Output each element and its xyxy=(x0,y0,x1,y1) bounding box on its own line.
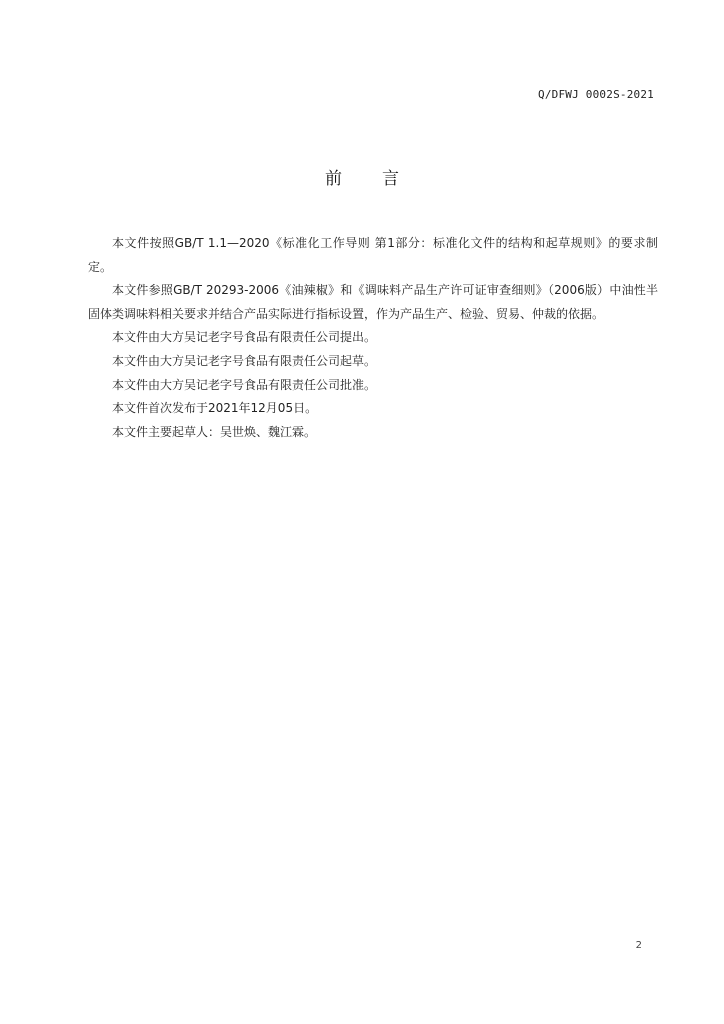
paragraph-drafters: 本文件主要起草人：吴世焕、魏江霖。 xyxy=(112,424,317,439)
paragraph-standard-basis: 本文件按照GB/T 1.1—2020《标准化工作导则 第1部分：标准化文件的结构和起草规则》的要求制定。 xyxy=(88,236,658,274)
foreword-title xyxy=(0,164,724,189)
paragraph-proposed-by: 本文件由大方吴记老字号食品有限责任公司提出。 xyxy=(112,330,377,345)
page-number: 2 xyxy=(635,940,642,951)
document-code: Q/DFWJ 0002S-2021 xyxy=(538,88,654,101)
paragraph-drafted-by: 本文件由大方吴记老字号食品有限责任公司起草。 xyxy=(112,353,377,368)
title-char-2: 言 xyxy=(382,169,399,189)
paragraph-approved-by: 本文件由大方吴记老字号食品有限责任公司批准。 xyxy=(112,377,377,392)
title-char-1: 前 xyxy=(325,169,342,189)
paragraph-release-date: 本文件首次发布于2021年12月05日。 xyxy=(112,401,318,416)
foreword-body xyxy=(88,232,658,444)
paragraph-reference-basis: 本文件参照GB/T 20293-2006《油辣椒》和《调味料产品生产许可证审查细则》（2006版）中油性半固体类调味料相关要求并结合产品实际进行指标设置，作为产品生产、检验、贸易、仲裁的依据。 xyxy=(88,283,658,321)
